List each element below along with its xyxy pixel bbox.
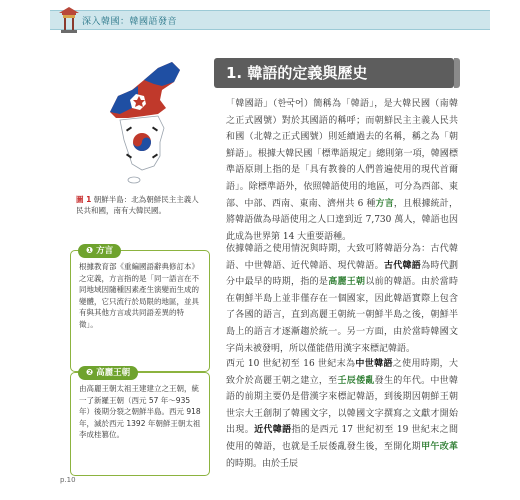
p2-keyword-ancient-korean: 古代韓語 xyxy=(383,260,422,271)
info-icon: ❶ xyxy=(86,246,97,256)
figure-caption xyxy=(76,194,206,216)
dialect-note-tag-label: 方言 xyxy=(96,246,114,256)
section-title: 1. 韓語的定義與歷史 xyxy=(226,64,368,82)
p1-text-a: 「韓國語」（한국어）簡稱為「韓語」，是大韓民國（南韓之正式國號）對於其國語的稱呼；而朝鮮民主主義人民共和國（北韓之正式國號）則延續過去的名稱，稱之為「朝鮮語」。根據大韓民國「標準語規定」總則第一項，韓國標準語原則上指的是「具有教養的人們普遍使用的現代首爾語」。除標準語外，依照韓語使用的地區，可分為西部、東部、中部、西南、東南、濟州共 6 種 xyxy=(226,99,458,209)
paragraph-1 xyxy=(226,96,458,245)
dialect-note-text: 根據教育部《重編國語辭典修訂本》之定義，方言指的是「同一語言在不同地域因隨種因素產生演變而生成的變體，它只流行於局限的地區，並具有與其他方言或共同語差異的特徵」。 xyxy=(79,262,199,329)
figure-number: 圖 1 xyxy=(76,195,92,204)
korea-map-figure xyxy=(88,56,198,186)
p2-text-c: 以前的韓語。由於當時在朝鮮半島上並非僅存在一個國家，因此韓語實際上包含了各國的語言，直到高麗王朝統一朝鮮半島之後，朝鮮半島上的語言才逐漸趨於統一。另一方面，由於當時韓國文字尚未被發明，所以僅能借用漢字來標記韓語。 xyxy=(226,277,458,354)
p2-highlight-goryeo: 高麗王朝 xyxy=(328,277,366,288)
p1-text-b: ，且根據統計，將韓語做為母語使用之人口達到近 7,730 萬人，韓語也因此成為世界第 14 大重要語種。 xyxy=(226,198,458,242)
p3-keyword-middle-korean: 中世韓語 xyxy=(355,359,393,369)
korea-peninsula-map xyxy=(88,56,198,186)
p2-text-a: 依據韓語之使用情況與時期，大致可將韓語分為：古代韓語、中世韓語、近代韓語、現代韓語。 xyxy=(226,244,458,271)
p2-text-b: 為時代劃分中最早的時期，指的是 xyxy=(226,260,458,288)
header-title: 深入韓國：韓國語發音 xyxy=(82,17,178,27)
page-number: p.10 xyxy=(60,476,76,484)
section-title-edge xyxy=(454,58,460,88)
paragraph-2 xyxy=(226,241,458,357)
p3-text-c: 發生的年代。中世韓語的前期主要仍是借漢字來標記韓語，到後期因朝鮮王朝世宗大王創制了韓國文字，以韓國文字撰寫之文獻才開始出現。 xyxy=(226,375,458,436)
figure-caption-text: 朝鮮半島：北為朝鮮民主主義人民共和國，南有大韓民國。 xyxy=(76,195,199,215)
p1-highlight-dialect: 方言 xyxy=(375,198,394,209)
p3-text-e: 的時期。由於壬辰 xyxy=(226,458,299,469)
goryeo-note-text: 由高麗王朝太祖王建建立之王朝，統一了新羅王朝（西元 57 年～935 年）後期分裂之朝鮮半島。西元 918 年，滅於西元 1392 年朝鮮王朝太祖李成桂篡位。 xyxy=(79,384,201,439)
goryeo-note-box xyxy=(70,372,210,476)
p3-text-d: 指的是西元 17 世紀初至 19 世紀末之間使用的韓語，也就是壬辰倭亂發生後，至開化期 xyxy=(226,425,458,452)
p3-text-b: 之使用時期，大致介於高麗王朝之建立，至 xyxy=(226,359,458,386)
dialect-note-box xyxy=(70,250,210,372)
info-icon: ❷ xyxy=(86,368,97,378)
goryeo-note-tag xyxy=(78,366,138,380)
p3-highlight-gabo-reform: 甲午改革 xyxy=(421,441,458,452)
goryeo-note-tag-label: 高麗王朝 xyxy=(96,368,131,378)
p3-text-a: 西元 10 世紀初至 16 世紀末為 xyxy=(226,359,356,369)
pavilion-logo-icon xyxy=(58,4,80,34)
page-header xyxy=(0,0,520,42)
p3-highlight-imjin-war: 壬辰倭亂 xyxy=(337,375,375,386)
dialect-note-tag xyxy=(78,244,121,258)
p3-keyword-early-modern-korean: 近代韓語 xyxy=(254,425,292,436)
paragraph-3 xyxy=(226,356,458,472)
